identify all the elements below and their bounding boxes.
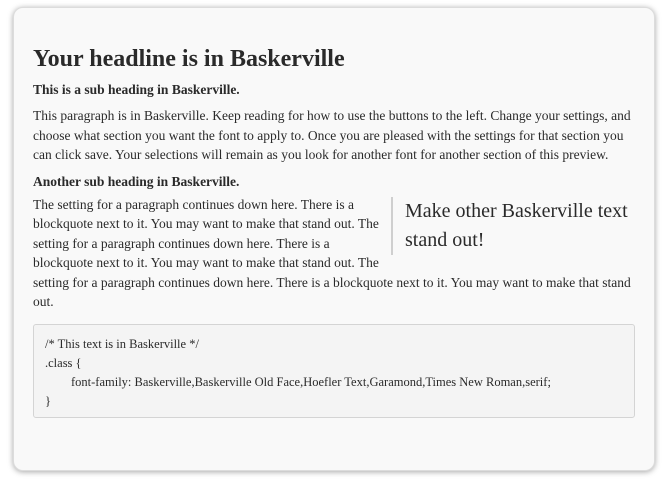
font-preview-card bbox=[13, 7, 655, 471]
code-comment: /* This text is in Baskerville */ bbox=[45, 336, 199, 351]
code-selector: .class { bbox=[45, 355, 82, 370]
code-close: } bbox=[45, 393, 51, 408]
preview-headline: Your headline is in Baskerville bbox=[33, 46, 345, 72]
preview-paragraph: This paragraph is in Baskerville. Keep reading for how to use the buttons to the left. Change your settings, and choose what section you want the font to apply to. Once you are pleased with the settings for that section you can click save. Your selections will remain as you look for another font for another section of this preview. bbox=[33, 108, 631, 162]
code-declaration: font-family: Baskerville,Baskerville Old Face,Hoefler Text,Garamond,Times New Roman,serif; bbox=[71, 374, 551, 389]
preview-subheading: This is a sub heading in Baskerville. bbox=[33, 82, 240, 97]
preview-paragraph-2: The setting for a paragraph continues down here. There is a blockquote next to it. You may want to make that stand out. The setting for a paragraph continues down here. There is a blockquote next to it. You may want to make that stand out. The setting for a paragraph continues down here. There is a blockquote next to it. You may want to make that stand out. bbox=[33, 196, 631, 309]
preview-subheading-2: Another sub heading in Baskerville. bbox=[33, 173, 240, 189]
paragraph-with-blockquote bbox=[33, 195, 635, 312]
css-code-block bbox=[33, 324, 635, 418]
preview-blockquote: Make other Baskerville text stand out! bbox=[391, 197, 635, 255]
